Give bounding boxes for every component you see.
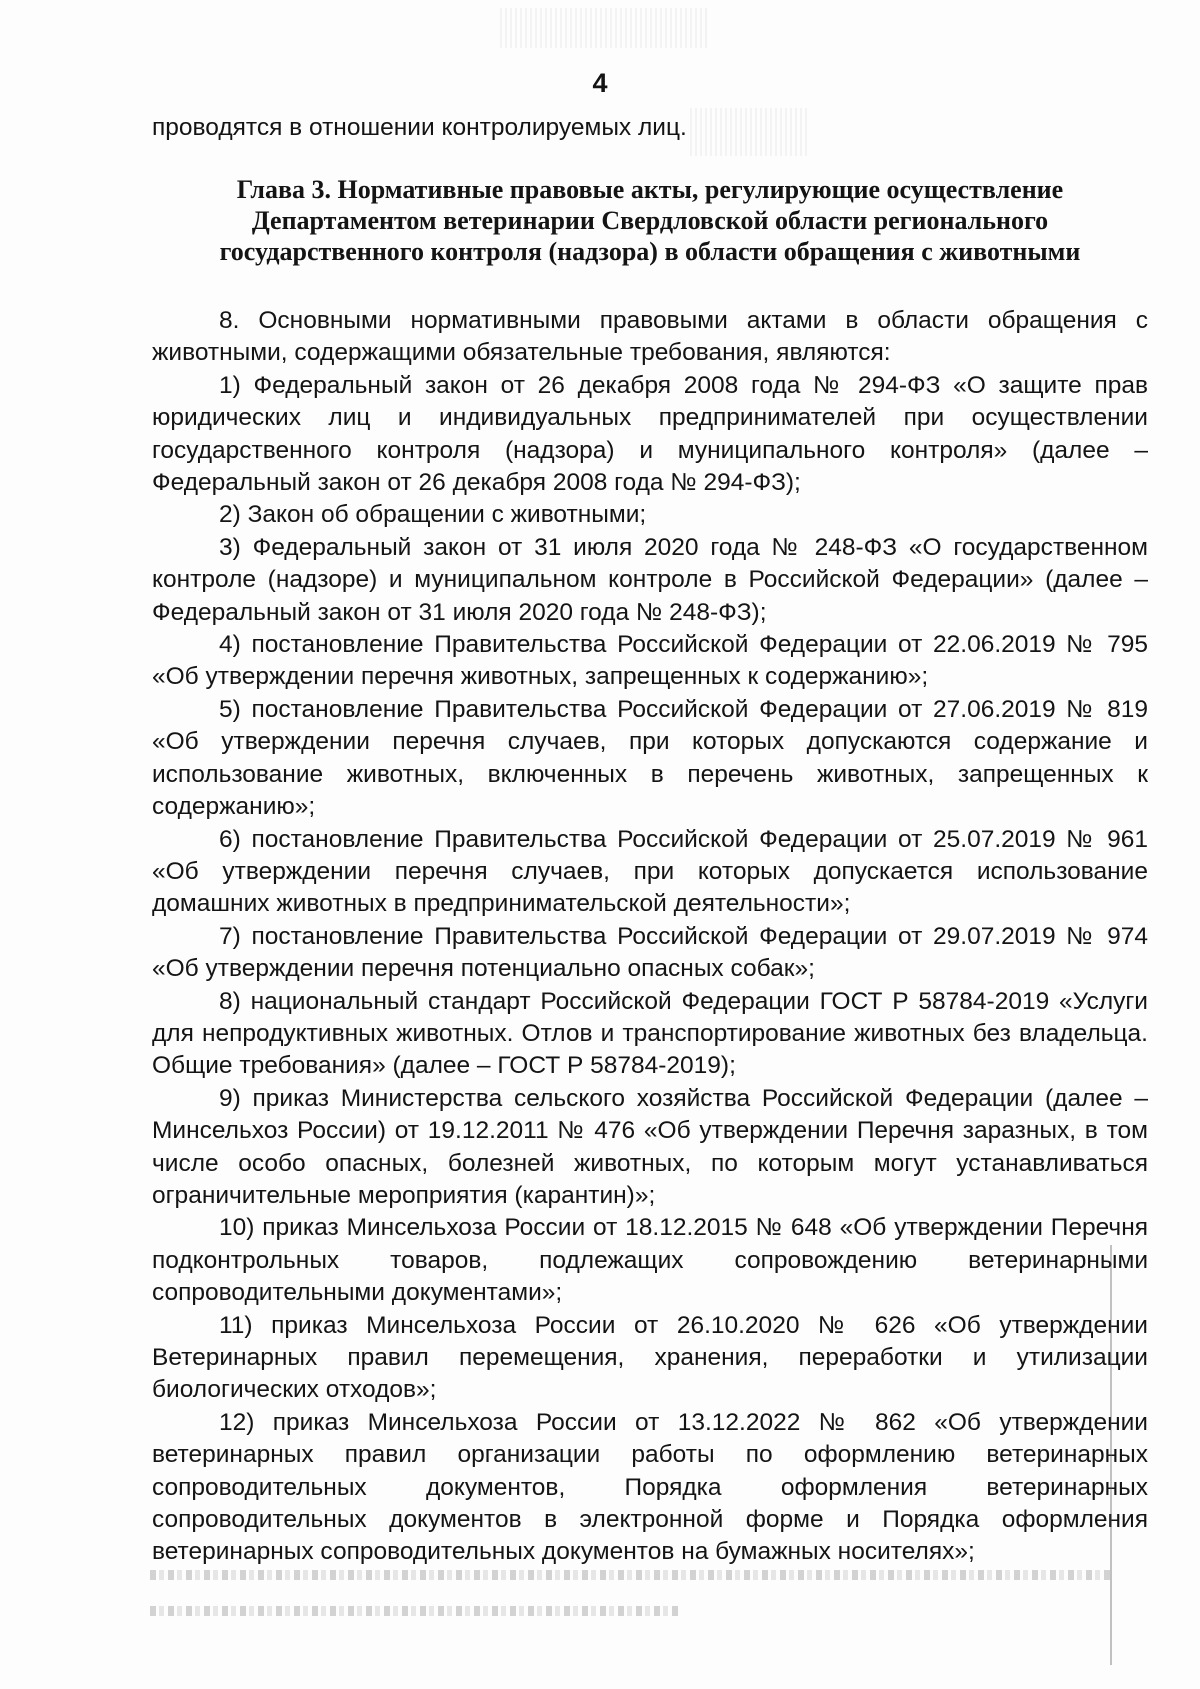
page-number: 4 [592,68,608,98]
list-item-5: 5) постановление Правительства Российской Федерации от 27.06.2019 № 819 «Об утверждении перечня случаев, при которых допускаются содержание и использование животных, включенных в перечень животных, запрещенных к содержанию»; [152,695,1148,821]
scan-edge-line [1110,1245,1112,1665]
continuation-text: проводятся в отношении контролируемых лиц. [152,114,687,141]
list-item-6: 6) постановление Правительства Российской Федерации от 25.07.2019 № 961 «Об утверждении перечня случаев, при которых допускается использование домашних животных в предпринимательской деятельности»; [152,825,1148,918]
list-item-1: 1) Федеральный закон от 26 декабря 2008 года № 294-ФЗ «О защите прав юридических лиц и индивидуальных предпринимателей при осуществлении государственного контроля (надзора) и муниципального контроля» (далее – Федеральный закон от 26 декабря 2008 года № 294-ФЗ); [152,371,1148,497]
list-item-3: 3) Федеральный закон от 31 июля 2020 года № 248-ФЗ «О государственном контроле (надзоре) и муниципальном контроле в Российской Федерации» (далее – Федеральный закон от 31 июля 2020 года № 248-ФЗ); [152,533,1148,626]
list-item-9: 9) приказ Министерства сельского хозяйства Российской Федерации (далее – Минсельхоз России) от 19.12.2011 № 476 «Об утверждении Перечня заразных, в том числе особо опасных, болезней животных, по которым могут устанавливаться ограничительные мероприятия (карантин)»; [152,1084,1148,1209]
paragraph-intro: 8. Основными нормативными правовыми актами в области обращения с животными, содержащими обязательные требования, являются: [152,307,1148,367]
chapter-heading [175,174,1125,267]
chapter-heading-line-2: Департаментом ветеринарии Свердловской области регионального [251,206,1049,235]
scan-noise-top [500,8,710,48]
list-item-8: 8) национальный стандарт Российской Федерации ГОСТ Р 58784-2019 «Услуги для непродуктивных животных. Отлов и транспортирование животных без владельца. Общие требования» (далее – ГОСТ Р 58784-2019); [152,987,1148,1080]
list-item-4: 4) постановление Правительства Российской Федерации от 22.06.2019 № 795 «Об утверждении перечня животных, запрещенных к содержанию»; [152,631,1148,691]
list-item-2: 2) Закон об обращении с животными; [219,501,647,529]
faded-line [150,1570,1110,1580]
chapter-heading-line-1: Глава 3. Нормативные правовые акты, регулирующие осуществление [236,175,1064,204]
list-item-10: 10) приказ Минсельхоза России от 18.12.2015 № 648 «Об утверждении Перечня подконтрольных товаров, подлежащих сопровождению ветеринарными сопроводительными документами»; [152,1214,1148,1307]
list-item-7: 7) постановление Правительства Российской Федерации от 29.07.2019 № 974 «Об утверждении перечня потенциально опасных собак»; [152,922,1148,983]
list-item-12: 12) приказ Минсельхоза России от 13.12.2022 № 862 «Об утверждении ветеринарных правил организации работы по оформлению ветеринарных сопроводительных документов, Порядка оформления ветеринарных сопроводительных документов в электронной форме и Порядка оформления ветеринарных сопроводительных документов на бумажных носителях»; [152,1408,1148,1566]
faded-scan-lines [150,1570,1110,1642]
chapter-heading-line-3: государственного контроля (надзора) в области обращения с животными [219,237,1081,266]
body-text [152,305,1148,1569]
faded-line [150,1606,678,1616]
list-item-11: 11) приказ Минсельхоза России от 26.10.2020 № 626 «Об утверждении Ветеринарных правил перемещения, хранения, переработки и утилизации биологических отходов»; [152,1311,1148,1404]
